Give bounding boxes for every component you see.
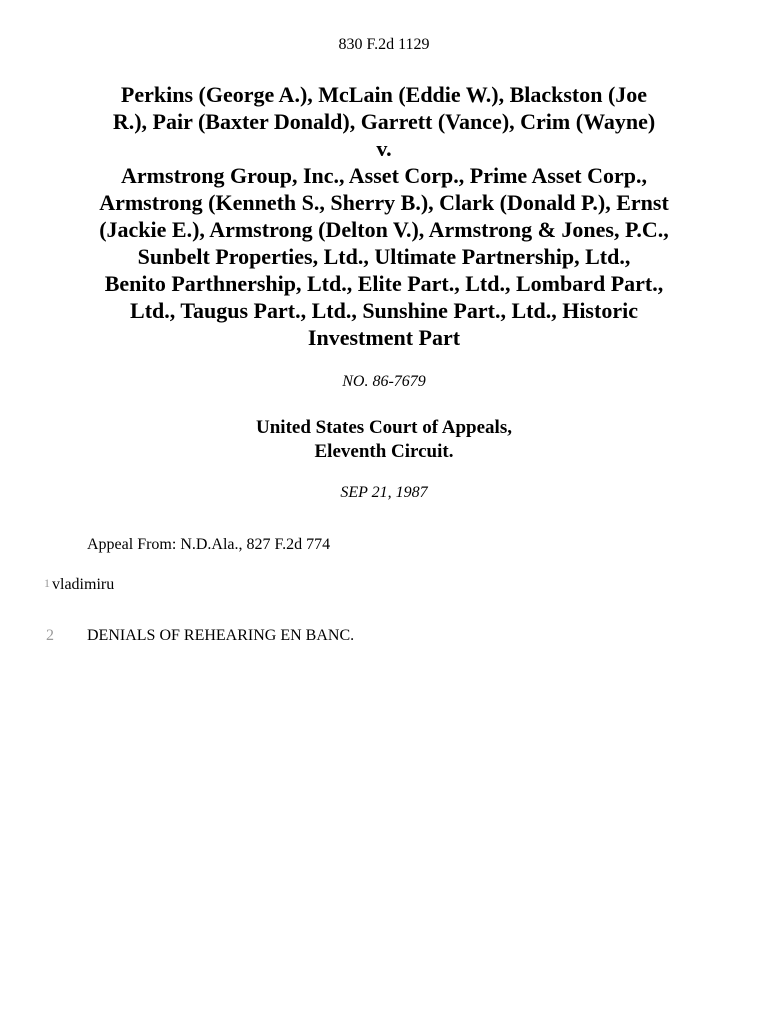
author-name: vladimiru — [52, 576, 115, 593]
case-title-line: Benito Parthnership, Ltd., Elite Part., Ltd., Lombard Part., — [104, 271, 664, 296]
court-name-line: Eleventh Circuit. — [314, 441, 454, 462]
case-title-line: R.), Pair (Baxter Donald), Garrett (Vance), Crim (Wayne) — [112, 109, 656, 134]
case-title-line: Armstrong Group, Inc., Asset Corp., Prime Asset Corp., — [121, 163, 647, 188]
case-title-line: (Jackie E.), Armstrong (Delton V.), Armstrong & Jones, P.C., — [99, 217, 669, 242]
case-title-line: Ltd., Taugus Part., Ltd., Sunshine Part., Ltd., Historic — [130, 298, 638, 323]
author-footnote-marker[interactable]: 1 — [44, 576, 50, 590]
case-citation: 830 F.2d 1129 — [338, 36, 430, 53]
court-name-line: United States Court of Appeals, — [256, 417, 512, 438]
case-title — [54, 81, 714, 351]
appeal-from: Appeal From: N.D.Ala., 827 F.2d 774 — [87, 536, 331, 553]
case-title-line: Investment Part — [307, 325, 461, 350]
paragraph-number: 2 — [46, 627, 54, 644]
case-title-line: v. — [376, 136, 392, 161]
case-title-line: Armstrong (Kenneth S., Sherry B.), Clark (Donald P.), Ernst — [99, 190, 669, 215]
author-line — [44, 576, 115, 594]
paragraph-text: DENIALS OF REHEARING EN BANC. — [87, 627, 355, 644]
case-title-line: Sunbelt Properties, Ltd., Ultimate Partnership, Ltd., — [137, 244, 631, 269]
case-title-line: Perkins (George A.), McLain (Eddie W.), Blackston (Joe — [120, 82, 648, 107]
docket-number: NO. 86-7679 — [342, 373, 426, 390]
paragraph — [46, 627, 354, 645]
decision-date: SEP 21, 1987 — [340, 484, 428, 501]
court-name — [0, 416, 768, 464]
